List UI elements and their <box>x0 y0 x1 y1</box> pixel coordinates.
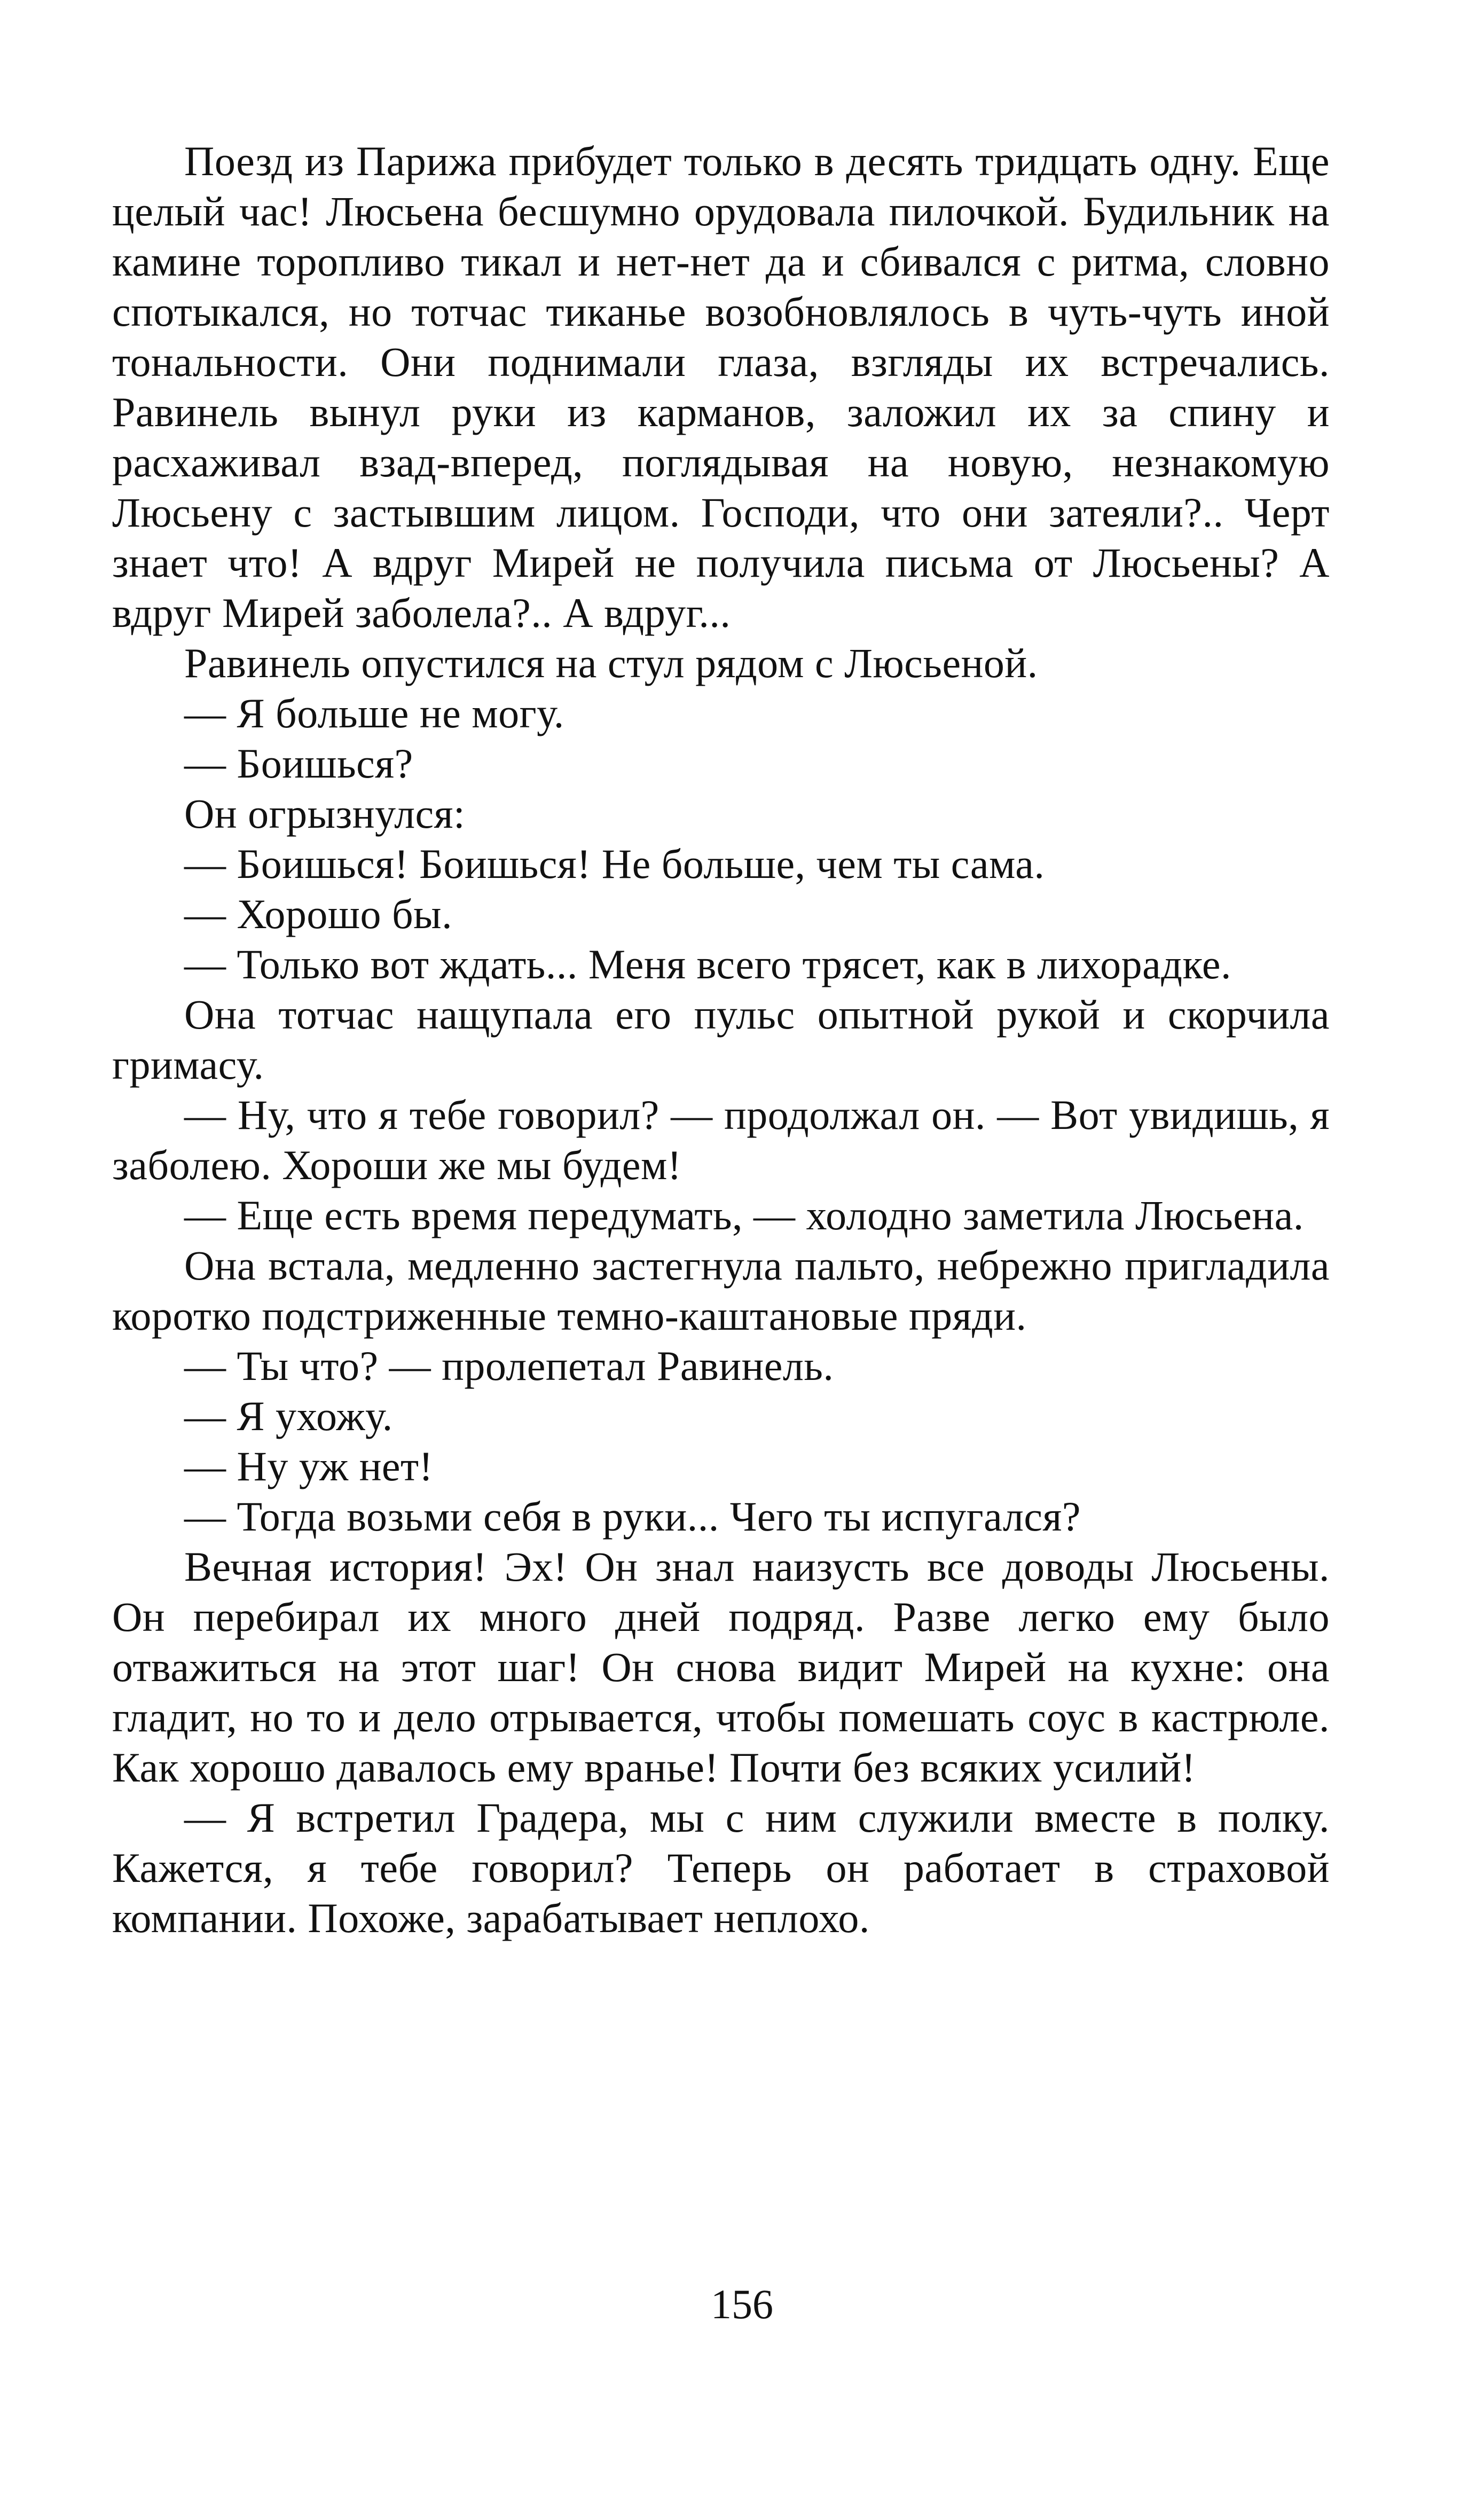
paragraph-1: Поезд из Парижа прибудет только в десять тридцать одну. Еще целый час! Люсьена бесшумно орудовала пилочкой. Будильник на камине торопливо тикал и нет-нет да и сбивался с ритма, словно спотыкался, но тотчас тиканье возобновлялось в чуть-чуть иной тональности. Они поднимали глаза, взгляды их встречались. Равинель вынул руки из карманов, заложил их за спину и расхаживал взад-вперед, поглядывая на новую, незнакомую Люсьену с застывшим лицом. Господи, что они затеяли?.. Черт знает что! А вдруг Мирей не получила письма от Люсьены? А вдруг Мирей заболела?.. А вдруг... <box>112 138 1330 636</box>
paragraph-18: — Я встретил Градера, мы с ним служили вместе в полку. Кажется, я тебе говорил? Теперь он работает в страховой компании. Похоже, зарабатывает неплохо. <box>112 1794 1330 1941</box>
paragraph-6: — Боишься! Боишься! Не больше, чем ты сама. <box>184 841 1045 887</box>
paragraph-7: — Хорошо бы. <box>184 891 453 937</box>
paragraph-9: Она тотчас нащупала его пульс опытной рукой и скорчила гримасу. <box>112 991 1330 1088</box>
paragraph-15: — Ну уж нет! <box>184 1443 434 1489</box>
paragraph-10: — Ну, что я тебе говорил? — продолжал он. — Вот увидишь, я заболею. Хороши же мы будем! <box>112 1092 1330 1188</box>
paragraph-13: — Ты что? — пролепетал Равинель. <box>184 1343 834 1389</box>
paragraph-3: — Я больше не могу. <box>184 690 564 736</box>
paragraph-16: — Тогда возьми себя в руки... Чего ты испугался? <box>184 1493 1081 1540</box>
paragraph-17: Вечная история! Эх! Он знал наизусть все доводы Люсьены. Он перебирал их много дней подряд. Разве легко ему было отважиться на этот шаг! Он снова видит Мирей на кухне: она гладит, но то и дело отрывается, чтобы помешать соус в кастрюле. Как хорошо давалось ему вранье! Почти без всяких усилий! <box>112 1543 1330 1791</box>
page-number: 156 <box>711 2281 773 2327</box>
paragraph-12: Она встала, медленно застегнула пальто, небрежно пригладила коротко подстриженные темно-каштановые пряди. <box>112 1242 1330 1339</box>
paragraph-5: Он огрызнулся: <box>184 790 466 837</box>
paragraph-4: — Боишься? <box>184 740 413 787</box>
paragraph-14: — Я ухожу. <box>184 1393 393 1439</box>
body-text <box>112 136 1330 1943</box>
paragraph-11: — Еще есть время передумать, — холодно заметила Люсьена. <box>184 1192 1304 1238</box>
paragraph-8: — Только вот ждать... Меня всего трясет, как в лихорадке. <box>184 941 1232 987</box>
paragraph-2: Равинель опустился на стул рядом с Люсьеной. <box>184 640 1038 686</box>
